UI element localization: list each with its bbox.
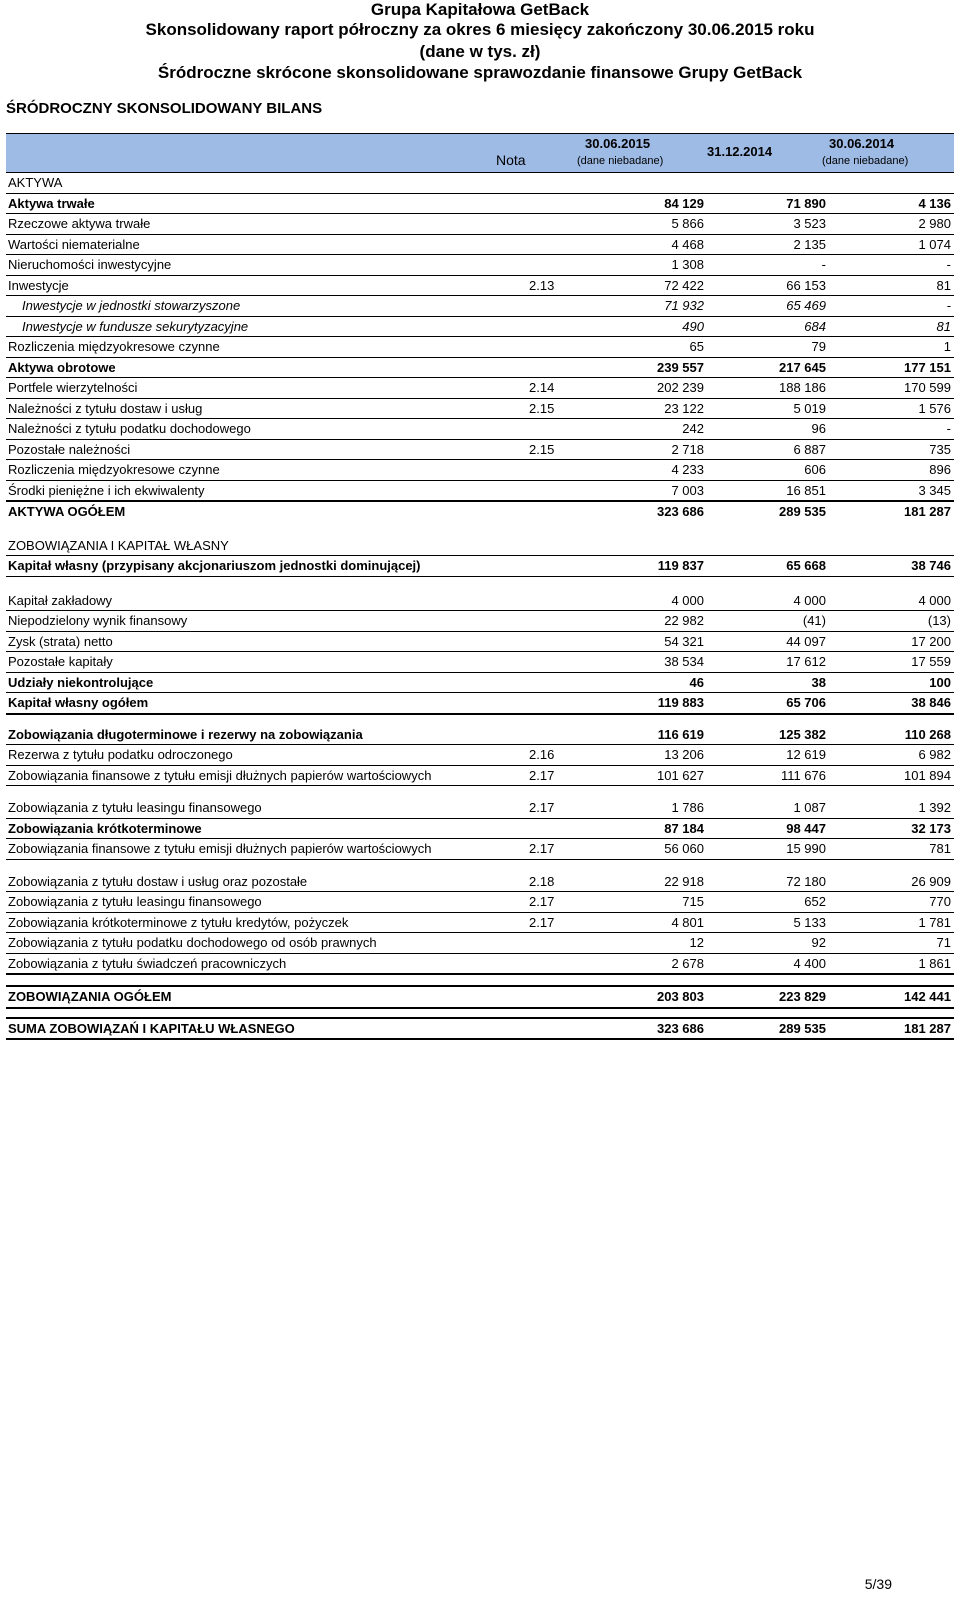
cell-label: Zysk (strata) netto <box>8 633 113 649</box>
cell-label: Kapitał zakładowy <box>8 592 113 608</box>
table-row <box>6 440 954 461</box>
cell-v1: 1 786 <box>671 800 704 815</box>
cell-label: Zobowiązania z tytułu dostaw i usług oraz pozostałe <box>8 873 308 889</box>
table-row <box>6 399 954 420</box>
cell-v3: 4 000 <box>918 592 951 608</box>
cell-v1: 23 122 <box>664 400 704 416</box>
cell-label: Inwestycje <box>8 277 69 293</box>
cell-nota: 2.17 <box>529 841 555 856</box>
column-header-row <box>6 133 954 173</box>
cell-v2: 188 186 <box>779 380 826 395</box>
cell-v2: 606 <box>804 462 826 477</box>
cell-label: Rozliczenia międzyokresowe czynne <box>8 462 220 477</box>
cell-v1: 2 718 <box>671 441 704 457</box>
cell-nota: 2.18 <box>529 873 555 889</box>
cell-v3: 38 746 <box>911 558 951 573</box>
cell-v2: 96 <box>811 421 826 436</box>
table-row <box>6 255 954 276</box>
table-row <box>6 839 954 860</box>
cell-v3: 38 846 <box>911 695 951 710</box>
cell-v3: 32 173 <box>911 820 951 836</box>
cell-v3: 81 <box>936 318 951 334</box>
cell-v2: 289 535 <box>779 504 826 519</box>
table-row <box>6 872 954 893</box>
cell-label: AKTYWA OGÓŁEM <box>8 504 126 519</box>
cell-v2: 15 990 <box>786 841 826 856</box>
table-row <box>6 766 954 787</box>
table-row <box>6 798 954 819</box>
cell-v3: 110 268 <box>904 726 951 742</box>
cell-v3: - <box>946 298 951 313</box>
cell-v2: 652 <box>804 894 826 909</box>
cell-v3: 181 287 <box>904 1020 951 1036</box>
cell-label: Zobowiązania krótkoterminowe <box>8 820 202 836</box>
cell-v1: 5 866 <box>671 216 704 231</box>
cell-v3: 781 <box>929 841 951 856</box>
cell-v3: 1 861 <box>918 955 951 971</box>
cell-v3: 142 441 <box>904 989 951 1004</box>
cell-v2: 5 019 <box>793 400 826 416</box>
cell-v1: 72 422 <box>664 277 704 293</box>
cell-v3: 1 074 <box>918 236 951 252</box>
cell-v3: 170 599 <box>904 380 951 395</box>
cell-v2: 5 133 <box>793 914 826 930</box>
cell-label: Należności z tytułu podatku dochodowego <box>8 421 251 436</box>
cell-v2: 65 706 <box>786 695 826 710</box>
cell-v2: 66 153 <box>786 277 826 293</box>
cell-v2: 65 469 <box>786 298 826 313</box>
cell-v2: 2 135 <box>793 236 826 252</box>
cell-label: Zobowiązania z tytułu świadczeń pracowniczych <box>8 955 287 971</box>
cell-v3: 1 576 <box>918 400 951 416</box>
cell-label: Środki pieniężne i ich ekwiwalenty <box>8 482 205 498</box>
cell-v1: 87 184 <box>664 820 704 836</box>
cell-label: Zobowiązania finansowe z tytułu emisji dłużnych papierów wartościowych <box>8 767 432 783</box>
table-row <box>6 276 954 297</box>
page-number: 5/39 <box>864 1576 892 1592</box>
cell-label: Inwestycje w fundusze sekurytyzacyjne <box>22 318 249 334</box>
cell-label: Udziały niekontrolujące <box>8 674 154 690</box>
cell-v2: 1 087 <box>793 800 826 815</box>
cell-v2: - <box>821 257 826 272</box>
cell-nota: 2.16 <box>529 747 555 762</box>
cell-v1: 12 <box>689 935 704 950</box>
cell-v2: 92 <box>811 935 826 950</box>
cell-v2: 4 400 <box>793 955 826 971</box>
cell-v2: 217 645 <box>779 359 826 375</box>
cell-v2: 17 612 <box>786 654 826 669</box>
table-row <box>6 556 954 577</box>
cell-v2: 65 668 <box>786 558 826 573</box>
table-row <box>6 419 954 440</box>
table-row <box>6 358 954 379</box>
cell-v3: 2 980 <box>918 216 951 231</box>
cell-v1: 715 <box>682 894 704 909</box>
cell-v3: 101 894 <box>904 767 951 783</box>
cell-v3: 4 136 <box>918 195 951 211</box>
cell-v1: 56 060 <box>664 841 704 856</box>
table-row <box>6 173 954 194</box>
table-row <box>6 235 954 256</box>
report-period-title: Skonsolidowany raport półroczny za okres 6 miesięcy zakończony 30.06.2015 roku <box>145 20 815 39</box>
cell-v3: 177 151 <box>904 359 951 375</box>
report-units: (dane w tys. zł) <box>419 42 541 61</box>
cell-v1: 4 801 <box>671 914 704 930</box>
cell-v2: 72 180 <box>786 873 826 889</box>
cell-v2: 38 <box>811 674 826 690</box>
cell-label: Pozostałe kapitały <box>8 654 113 669</box>
table-row <box>6 892 954 913</box>
column-header-nota: Nota <box>496 152 526 168</box>
table-row <box>6 481 954 503</box>
column-header-c3-date: 30.06.2014 <box>829 136 895 151</box>
table-row <box>6 317 954 338</box>
cell-v3: 6 982 <box>918 747 951 762</box>
cell-v3: - <box>946 257 951 272</box>
cell-v3: 3 345 <box>918 482 951 498</box>
cell-v3: 735 <box>929 441 951 457</box>
cell-v2: 111 676 <box>780 767 826 783</box>
cell-v1: 7 003 <box>671 482 704 498</box>
table-row <box>6 536 954 557</box>
cell-label: Aktywa obrotowe <box>8 359 116 375</box>
cell-label: Zobowiązania finansowe z tytułu emisji dłużnych papierów wartościowych <box>8 841 432 856</box>
cell-v1: 38 534 <box>664 654 704 669</box>
cell-v1: 46 <box>689 674 704 690</box>
cell-v2: 79 <box>811 339 826 354</box>
cell-label: Zobowiązania z tytułu leasingu finansowego <box>8 894 262 909</box>
column-header-c1-note: (dane niebadane) <box>577 155 664 167</box>
cell-v1: 2 678 <box>671 955 704 971</box>
cell-label: ZOBOWIĄZANIA I KAPITAŁ WŁASNY <box>8 537 229 553</box>
cell-v1: 490 <box>682 318 704 334</box>
balance-sheet-table <box>6 133 954 1040</box>
report-statement-title: Śródroczne skrócone skonsolidowane sprawozdanie finansowe Grupy GetBack <box>157 63 803 82</box>
cell-nota: 2.17 <box>529 800 555 815</box>
cell-v3: 1 392 <box>918 800 951 815</box>
cell-label: Rezerwa z tytułu podatku odroczonego <box>8 747 233 762</box>
cell-label: Zobowiązania krótkoterminowe z tytułu kredytów, pożyczek <box>8 914 349 930</box>
cell-nota: 2.15 <box>529 441 555 457</box>
cell-v3: - <box>946 421 951 436</box>
cell-v1: 101 627 <box>657 767 704 783</box>
cell-v1: 116 619 <box>657 726 704 742</box>
cell-v1: 22 918 <box>664 873 704 889</box>
cell-v3: 181 287 <box>904 504 951 519</box>
table-row <box>6 632 954 653</box>
cell-v2: 98 447 <box>786 820 826 836</box>
table-row <box>6 214 954 235</box>
cell-label: Aktywa trwałe <box>8 195 95 211</box>
cell-v1: 4 468 <box>671 236 704 252</box>
cell-v1: 323 686 <box>657 504 704 519</box>
cell-v3: 17 200 <box>911 633 951 649</box>
cell-label: ZOBOWIĄZANIA OGÓŁEM <box>8 989 172 1004</box>
cell-v2: 71 890 <box>786 195 826 211</box>
cell-v3: 100 <box>929 674 951 690</box>
cell-v1: 119 837 <box>657 558 704 573</box>
table-row <box>6 673 954 694</box>
cell-label: SUMA ZOBOWIĄZAŃ I KAPITAŁU WŁASNEGO <box>8 1020 295 1036</box>
cell-v1: 1 308 <box>671 257 704 272</box>
cell-v3: 896 <box>929 462 951 477</box>
table-row <box>6 591 954 612</box>
table-row <box>6 460 954 481</box>
table-row <box>6 611 954 632</box>
cell-label: Portfele wierzytelności <box>8 380 138 395</box>
cell-v2: 289 535 <box>779 1020 826 1036</box>
table-row <box>6 194 954 215</box>
cell-v2: (41) <box>802 613 826 628</box>
table-row <box>6 933 954 954</box>
cell-label: Nieruchomości inwestycyjne <box>8 257 172 272</box>
cell-v3: (13) <box>927 613 951 628</box>
cell-label: Kapitał własny (przypisany akcjonariuszom jednostki dominującej) <box>8 558 421 573</box>
cell-v1: 323 686 <box>657 1020 704 1036</box>
column-header-c3-note: (dane niebadane) <box>822 155 909 167</box>
cell-v3: 26 909 <box>911 873 951 889</box>
column-header-c1-date: 30.06.2015 <box>585 136 651 151</box>
cell-label: Kapitał własny ogółem <box>8 695 149 710</box>
table-row <box>6 378 954 399</box>
cell-v2: 4 000 <box>793 592 826 608</box>
cell-v3: 81 <box>936 277 951 293</box>
cell-nota: 2.15 <box>529 400 555 416</box>
cell-label: Zobowiązania z tytułu leasingu finansowego <box>8 800 262 815</box>
cell-v1: 65 <box>689 339 704 354</box>
cell-label: Pozostałe należności <box>8 441 131 457</box>
cell-label: Zobowiązania z tytułu podatku dochodowego od osób prawnych <box>8 935 377 950</box>
cell-label: AKTYWA <box>8 175 63 190</box>
cell-v2: 125 382 <box>779 726 826 742</box>
table-body <box>6 173 954 1040</box>
cell-label: Wartości niematerialne <box>8 236 140 252</box>
cell-v1: 22 982 <box>664 613 704 628</box>
column-header-c2-date: 31.12.2014 <box>707 144 773 159</box>
cell-v3: 17 559 <box>911 654 951 669</box>
cell-v3: 1 <box>943 339 951 354</box>
cell-label: Należności z tytułu dostaw i usług <box>8 400 203 416</box>
cell-v1: 4 233 <box>671 462 704 477</box>
cell-nota: 2.13 <box>529 277 555 293</box>
cell-v3: 71 <box>936 935 951 950</box>
cell-v1: 239 557 <box>657 359 704 375</box>
cell-v1: 242 <box>682 421 704 436</box>
cell-v2: 16 851 <box>786 482 826 498</box>
cell-nota: 2.17 <box>529 767 555 783</box>
cell-nota: 2.17 <box>529 914 555 930</box>
table-row <box>6 725 954 746</box>
table-row <box>6 1017 954 1041</box>
cell-v1: 119 883 <box>657 695 704 710</box>
table-row <box>6 296 954 317</box>
report-company-title: Grupa Kapitałowa GetBack <box>370 0 590 19</box>
table-row <box>6 913 954 934</box>
table-row <box>6 693 954 715</box>
table-row <box>6 819 954 840</box>
cell-nota: 2.14 <box>529 380 555 395</box>
cell-v1: 4 000 <box>671 592 704 608</box>
table-row <box>6 954 954 976</box>
cell-v1: 71 932 <box>664 298 704 313</box>
table-row <box>6 985 954 1009</box>
cell-label: Inwestycje w jednostki stowarzyszone <box>22 298 241 313</box>
table-row <box>6 502 954 522</box>
cell-v2: 44 097 <box>786 633 826 649</box>
cell-v1: 203 803 <box>657 989 704 1004</box>
cell-label: Rzeczowe aktywa trwałe <box>8 216 151 231</box>
cell-v2: 223 829 <box>779 989 826 1004</box>
table-row <box>6 652 954 673</box>
cell-v1: 202 239 <box>657 380 704 395</box>
cell-nota: 2.17 <box>529 894 555 909</box>
cell-v1: 54 321 <box>664 633 704 649</box>
cell-label: Niepodzielony wynik finansowy <box>8 613 188 628</box>
table-row <box>6 745 954 766</box>
cell-v2: 3 523 <box>793 216 826 231</box>
section-title: ŚRÓDROCZNY SKONSOLIDOWANY BILANS <box>6 100 323 117</box>
cell-v1: 13 206 <box>664 747 704 762</box>
cell-v3: 1 781 <box>918 914 951 930</box>
cell-v2: 6 887 <box>793 441 826 457</box>
cell-v2: 12 619 <box>786 747 826 762</box>
cell-v3: 770 <box>929 894 951 909</box>
cell-label: Zobowiązania długoterminowe i rezerwy na zobowiązania <box>8 726 363 742</box>
cell-label: Rozliczenia międzyokresowe czynne <box>8 339 220 354</box>
table-row <box>6 337 954 358</box>
cell-v1: 84 129 <box>664 195 704 211</box>
cell-v2: 684 <box>804 318 826 334</box>
